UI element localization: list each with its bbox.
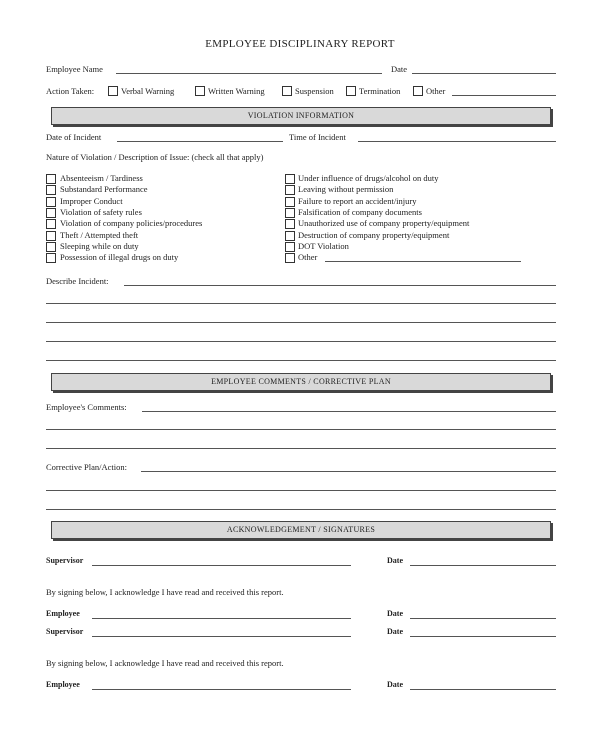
violation-left-checkbox-3[interactable] bbox=[46, 208, 56, 218]
violation-left-checkbox-1[interactable] bbox=[46, 185, 56, 195]
violation-right-label-1: Leaving without permission bbox=[298, 184, 394, 195]
violation-left-label-2: Improper Conduct bbox=[60, 195, 123, 206]
corrective-line-2[interactable] bbox=[46, 490, 556, 491]
action-label-termination: Termination bbox=[359, 86, 401, 96]
employee-signature-field[interactable] bbox=[92, 618, 351, 619]
supervisor-label-2: Supervisor bbox=[46, 627, 84, 636]
employee-date-field[interactable] bbox=[410, 618, 556, 619]
action-checkbox-verbal[interactable] bbox=[108, 86, 118, 96]
describe-line-4[interactable] bbox=[46, 341, 556, 342]
violation-right-checkbox-6[interactable] bbox=[285, 242, 295, 252]
action-checkbox-other[interactable] bbox=[413, 86, 423, 96]
action-label-written: Written Warning bbox=[208, 86, 265, 96]
action-label-verbal: Verbal Warning bbox=[121, 86, 175, 96]
violation-left-label-0: Absenteeism / Tardiness bbox=[60, 173, 143, 183]
violation-right-label-2: Failure to report an accident/injury bbox=[298, 195, 417, 206]
action-checkbox-written[interactable] bbox=[195, 86, 205, 96]
acknowledgement-banner: ACKNOWLEDGEMENT / SIGNATURES bbox=[51, 521, 551, 539]
violation-left-checkbox-5[interactable] bbox=[46, 231, 56, 241]
violation-left-label-6: Sleeping while on duty bbox=[60, 240, 139, 251]
violation-right-label-4: Unauthorized use of company property/equipment bbox=[298, 218, 470, 229]
date-label: Date bbox=[391, 64, 408, 74]
nature-of-violation-label: Nature of Violation / Description of Issue: (check all that apply) bbox=[46, 152, 264, 162]
action-checkbox-termination[interactable] bbox=[346, 86, 356, 96]
time-of-incident-field[interactable] bbox=[358, 141, 556, 142]
action-taken-label: Action Taken: bbox=[46, 86, 95, 96]
describe-line-5[interactable] bbox=[46, 360, 556, 361]
violation-left-checkbox-0[interactable] bbox=[46, 174, 56, 184]
supervisor-signature-field-2[interactable] bbox=[92, 636, 351, 637]
action-checkbox-suspension[interactable] bbox=[282, 86, 292, 96]
employee-date-label: Date bbox=[387, 609, 403, 618]
describe-line-3[interactable] bbox=[46, 322, 556, 323]
violation-left-label-5: Theft / Attempted theft bbox=[60, 229, 139, 240]
violation-right-checkbox-7[interactable] bbox=[285, 253, 295, 263]
supervisor-date-label: Date bbox=[387, 556, 403, 565]
violation-right-checkbox-5[interactable] bbox=[285, 231, 295, 241]
comments-line-2[interactable] bbox=[46, 429, 556, 430]
date-of-incident-label: Date of Incident bbox=[46, 132, 102, 142]
violation-left-label-3: Violation of safety rules bbox=[60, 206, 142, 217]
violation-information-banner: VIOLATION INFORMATION bbox=[51, 107, 551, 125]
action-label-suspension: Suspension bbox=[295, 86, 334, 96]
describe-incident-label: Describe Incident: bbox=[46, 276, 109, 286]
violation-right-label-6: DOT Violation bbox=[298, 240, 349, 251]
action-label-other: Other bbox=[426, 86, 446, 96]
violation-right-label-5: Destruction of company property/equipment bbox=[298, 229, 450, 240]
employee-date-label-2: Date bbox=[387, 680, 403, 689]
violation-left-label-4: Violation of company policies/procedures bbox=[60, 218, 203, 229]
employee-date-field-2[interactable] bbox=[410, 689, 556, 690]
page-title: EMPLOYEE DISCIPLINARY REPORT bbox=[205, 38, 395, 50]
time-of-incident-label: Time of Incident bbox=[289, 132, 346, 142]
supervisor-date-field[interactable] bbox=[410, 565, 556, 566]
violation-right-label-7: Other bbox=[298, 252, 318, 263]
describe-line-2[interactable] bbox=[46, 303, 556, 304]
violation-right-checkbox-4[interactable] bbox=[285, 219, 295, 229]
violation-left-label-7: Possession of illegal drugs on duty bbox=[60, 252, 179, 263]
date-of-incident-field[interactable] bbox=[117, 141, 283, 142]
employee-name-field[interactable] bbox=[116, 73, 382, 74]
employee-signature-field-2[interactable] bbox=[92, 689, 351, 690]
date-field[interactable] bbox=[412, 73, 556, 74]
violation-left-checkbox-4[interactable] bbox=[46, 219, 56, 229]
violation-right-checkbox-0[interactable] bbox=[285, 174, 295, 184]
acknowledgement-text-2: By signing below, I acknowledge I have read and received this report. bbox=[46, 658, 284, 668]
violation-right-checkbox-1[interactable] bbox=[285, 185, 295, 195]
corrective-line-3[interactable] bbox=[46, 509, 556, 510]
violation-right-checkbox-2[interactable] bbox=[285, 197, 295, 207]
employee-comments-label: Employee's Comments: bbox=[46, 402, 127, 412]
comments-line-1[interactable] bbox=[142, 411, 556, 412]
supervisor-signature-field[interactable] bbox=[92, 565, 351, 566]
violation-left-checkbox-2[interactable] bbox=[46, 197, 56, 207]
supervisor-date-label-2: Date bbox=[387, 627, 403, 636]
violation-left-checkbox-6[interactable] bbox=[46, 242, 56, 252]
corrective-line-1[interactable] bbox=[141, 471, 556, 472]
corrective-plan-label: Corrective Plan/Action: bbox=[46, 462, 127, 472]
employee-name-label: Employee Name bbox=[46, 64, 103, 74]
employee-label-2: Employee bbox=[46, 680, 80, 689]
supervisor-label: Supervisor bbox=[46, 556, 84, 565]
supervisor-date-field-2[interactable] bbox=[410, 636, 556, 637]
action-other-field[interactable] bbox=[452, 95, 556, 96]
violation-right-checkbox-3[interactable] bbox=[285, 208, 295, 218]
violation-left-label-1: Substandard Performance bbox=[60, 184, 148, 195]
violation-left-checkbox-7[interactable] bbox=[46, 253, 56, 263]
violation-other-field[interactable] bbox=[325, 261, 521, 262]
employee-comments-banner: EMPLOYEE COMMENTS / CORRECTIVE PLAN bbox=[51, 373, 551, 391]
describe-line-1[interactable] bbox=[124, 285, 556, 286]
comments-line-3[interactable] bbox=[46, 448, 556, 449]
violation-right-label-0: Under influence of drugs/alcohol on duty bbox=[298, 173, 439, 183]
acknowledgement-text-1: By signing below, I acknowledge I have read and received this report. bbox=[46, 587, 284, 597]
employee-label: Employee bbox=[46, 609, 80, 618]
violation-right-label-3: Falsification of company documents bbox=[298, 206, 422, 217]
